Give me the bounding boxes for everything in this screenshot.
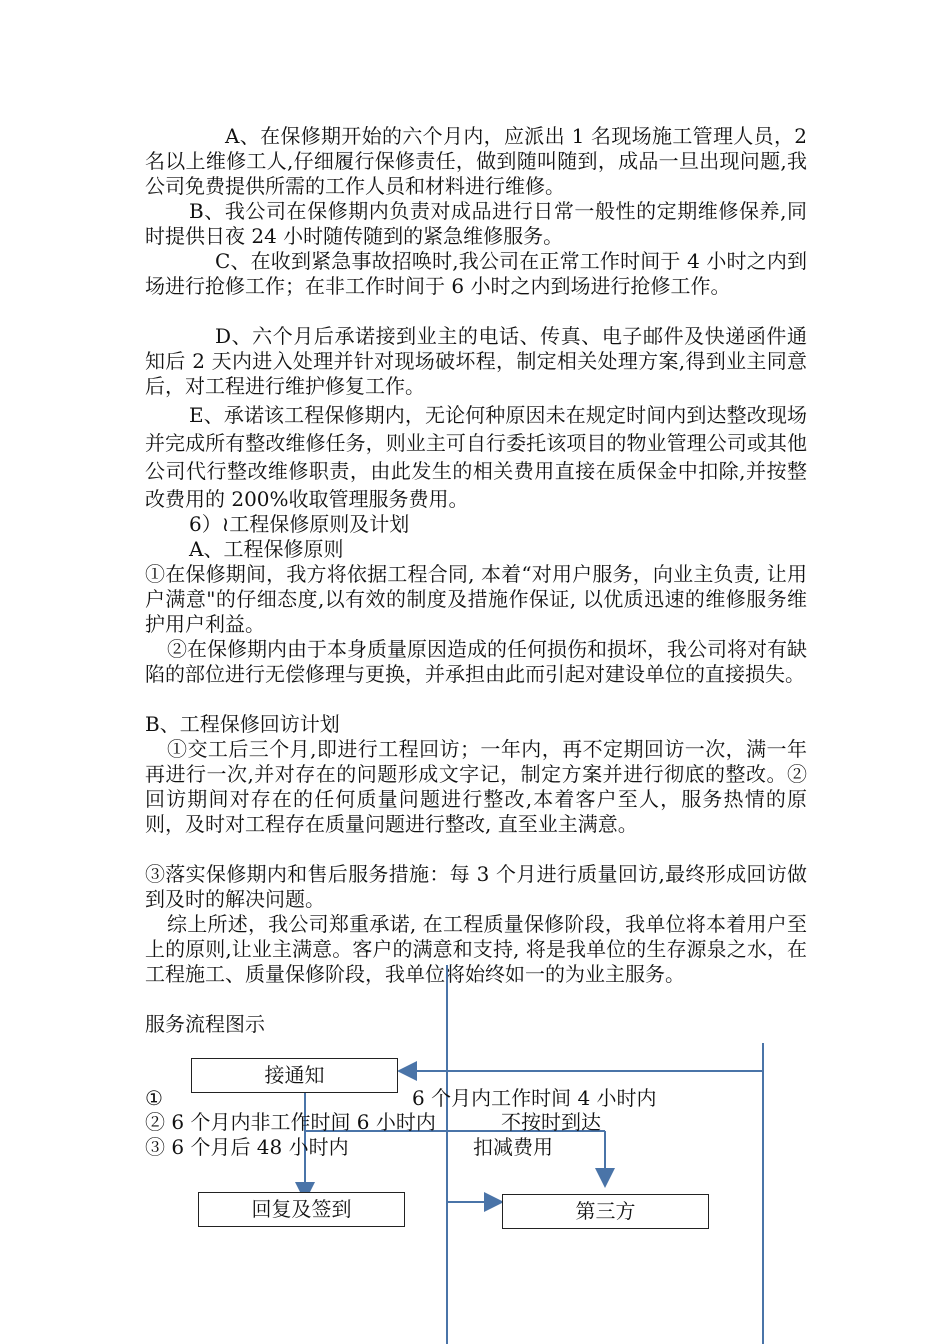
heading-section-6: 6）≀工程保修原则及计划 [189,512,410,536]
flow-step-1-marker: ① [145,1086,163,1110]
flow-chart-title: 服务流程图示 [145,1012,265,1036]
heading-plan-b: B、工程保修回访计划 [145,712,340,736]
flow-step-2-text: ② 6 个月内非工作时间 6 小时内 [145,1110,436,1134]
flow-box-receive-notice: 接通知 [191,1058,398,1093]
para-principle-1: ①在保修期间，我方将依据工程合同, 本着“对用户服务，向业主负责, 让用户满意"的仔细态度,以有效的制度及措施作保证, 以优质迅速的维修服务维护用户利益。 [145,562,807,636]
para-plan-3: ③落实保修期内和售后服务措施：每 3 个月进行质量回访,最终形成回访做到及时的解决问题。 [145,862,807,911]
para-b: B、我公司在保修期内负责对成品进行日常一般性的定期维修保养,同时提供日夜 24 小时随传随到的紧急维修服务。 [145,199,807,248]
flow-box-third-party: 第三方 [502,1194,709,1229]
para-principle-2: ②在保修期内由于本身质量原因造成的任何损伤和损坏，我公司将对有缺陷的部位进行无偿修理与更换，并承担由此而引起对建设单位的直接损失。 [145,637,807,686]
para-summary: 综上所述，我公司郑重承诺, 在工程质量保修阶段，我单位将本着用户至上的原则,让业主满意。客户的满意和支持, 将是我单位的生存源泉之水，在工程施工、质量保修阶段，我单位将始终如一的为业主服务。 [145,912,807,986]
para-a: A、在保修期开始的六个月内，应派出 1 名现场施工管理人员，2 名以上维修工人,仔细履行保修责任，做到随叫随到，成品一旦出现问题,我公司免费提供所需的工作人员和材料进行维修。 [145,124,807,198]
flow-late-label: 不按时到达 [501,1110,601,1134]
flow-deduct-label: 扣减费用 [473,1135,553,1159]
para-e: E、承诺该工程保修期内，无论何种原因未在规定时间内到达整改现场并完成所有整改维修任务，则业主可自行委托该项目的物业管理公司或其他公司代行整改维修职责，由此发生的相关费用直接在质保金中扣除,并按整改费用的 200%收取管理服务费用。 [145,403,807,511]
heading-principle-a: A、工程保修原则 [189,537,344,561]
flow-step-1-text: 6 个月内工作时间 4 小时内 [412,1086,657,1110]
flow-box-reply-signin: 回复及签到 [198,1192,405,1227]
flow-step-3-text: ③ 6 个月后 48 小时内 [145,1135,349,1159]
para-c: C、在收到紧急事故招唤时,我公司在正常工作时间于 4 小时之内到场进行抢修工作；在非工作时间于 6 小时之内到场进行抢修工作。 [145,249,807,298]
para-d: D、六个月后承诺接到业主的电话、传真、电子邮件及快递函件通知后 2 天内进入处理并针对现场破坏程，制定相关处理方案,得到业主同意后，对工程进行维护修复工作。 [145,324,807,398]
para-plan-1: ①交工后三个月,即进行工程回访；一年内，再不定期回访一次，满一年再进行一次,并对存在的问题形成文字记，制定方案并进行彻底的整改。②回访期间对存在的任何质量问题进行整改,本着客户至人，服务热情的原则，及时对工程存在质量问题进行整改, 直至业主满意。 [145,737,807,836]
